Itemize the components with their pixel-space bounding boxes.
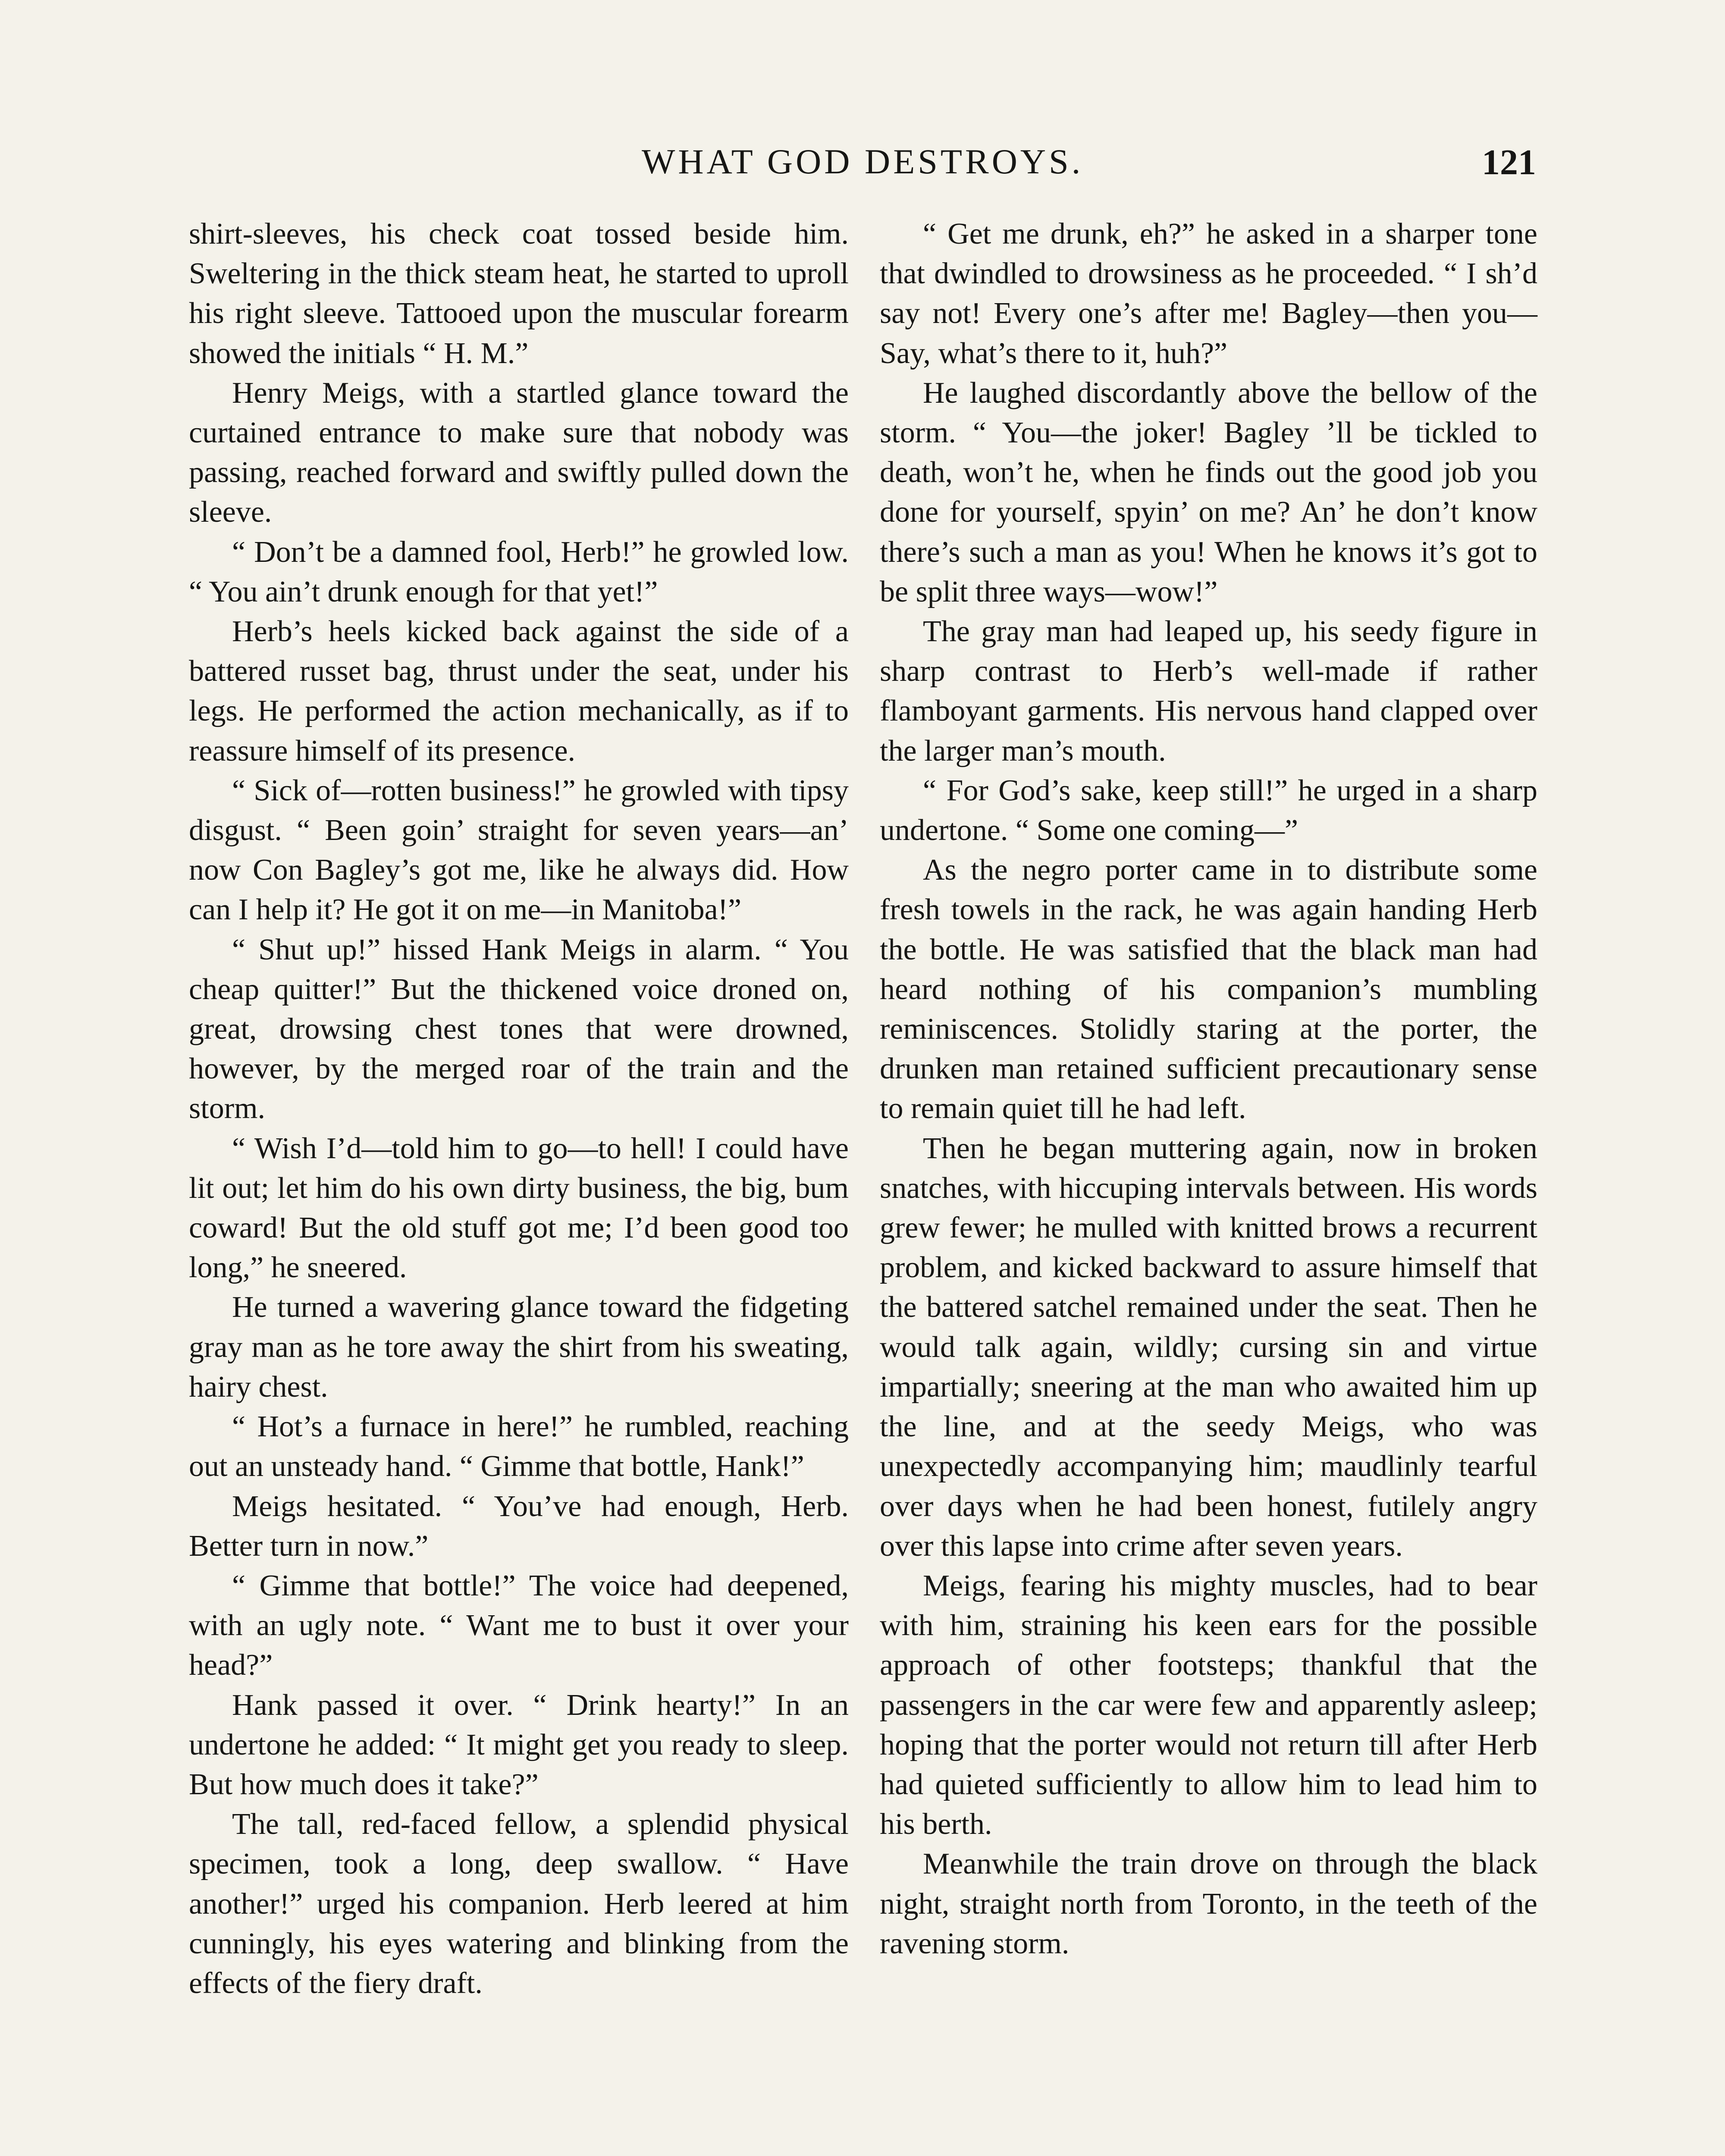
paragraph: “ Wish I’d—told him to go—to hell! I could have lit out; let him do his own dirty business, the big, bum coward! But the old stuff got me; I’d been good too long,” he sneered. bbox=[189, 1131, 849, 1285]
right-column bbox=[880, 214, 1537, 1964]
paragraph: Then he began muttering again, now in broken snatches, with hiccuping intervals between. His words grew fewer; he mulled with knitted brows a recurrent problem, and kicked backward to assure himself that the battered satchel remained under the seat. Then he would talk again, wildly; cursing sin and virtue impartially; sneering at the man who awaited him up the line, and at the seedy Meigs, who was unexpectedly accompanying him; maudlinly tearful over days when he had been honest, futilely angry over this lapse into crime after seven years. bbox=[880, 1131, 1537, 1563]
paragraph: Meigs, fearing his mighty muscles, had to bear with him, straining his keen ears for the possible approach of other footsteps; thankful that the passengers in the car were few and apparently asleep; hoping that the porter would not return till after Herb had quieted sufficiently to allow him to lead him to his berth. bbox=[880, 1569, 1537, 1841]
paragraph: “ Shut up!” hissed Hank Meigs in alarm. “ You cheap quitter!” But the thickened voice droned on, great, drowsing chest tones that were drowned, however, by the merged roar of the train and the storm. bbox=[189, 933, 849, 1125]
page-header bbox=[189, 141, 1536, 189]
paragraph: Herb’s heels kicked back against the side of a battered russet bag, thrust under the seat, under his legs. He performed the action mechanically, as if to reassure himself of its presence. bbox=[189, 615, 849, 768]
paragraph: “ Get me drunk, eh?” he asked in a sharper tone that dwindled to drowsiness as he proceeded. “ I sh’d say not! Every one’s after me! Bagley—then you— Say, what’s there to it, huh?” bbox=[880, 217, 1537, 370]
paragraph: “ Gimme that bottle!” The voice had deepened, with an ugly note. “ Want me to bust it over your head?” bbox=[189, 1569, 849, 1682]
paragraph: “ Don’t be a damned fool, Herb!” he growled low. “ You ain’t drunk enough for that yet!” bbox=[189, 535, 849, 608]
paragraph: “ For God’s sake, keep still!” he urged in a sharp undertone. “ Some one coming—” bbox=[880, 774, 1537, 847]
paragraph: “ Hot’s a furnace in here!” he rumbled, reaching out an unsteady hand. “ Gimme that bottle, Hank!” bbox=[189, 1410, 849, 1483]
page-number: 121 bbox=[1482, 142, 1536, 182]
paragraph: The gray man had leaped up, his seedy figure in sharp contrast to Herb’s well-made if rather flamboyant garments. His nervous hand clapped over the larger man’s mouth. bbox=[880, 615, 1537, 768]
left-column bbox=[189, 214, 849, 2003]
paragraph: Henry Meigs, with a startled glance toward the curtained entrance to make sure that nobody was passing, reached forward and swiftly pulled down the sleeve. bbox=[189, 376, 849, 529]
paragraph: Meanwhile the train drove on through the black night, straight north from Toronto, in the teeth of the ravening storm. bbox=[880, 1847, 1537, 1960]
running-head: WHAT GOD DESTROYS. bbox=[642, 142, 1084, 181]
paragraph: The tall, red-faced fellow, a splendid physical specimen, took a long, deep swallow. “ Have another!” urged his companion. Herb leered at him cunningly, his eyes watering and blinking from the effects of the fiery draft. bbox=[189, 1808, 849, 2000]
paragraph: Meigs hesitated. “ You’ve had enough, Herb. Better turn in now.” bbox=[189, 1489, 849, 1563]
paragraph: shirt-sleeves, his check coat tossed beside him. Sweltering in the thick steam heat, he started to uproll his right sleeve. Tattooed upon the muscular forearm showed the initials “ H. M.” bbox=[189, 217, 849, 370]
paragraph: “ Sick of—rotten business!” he growled with tipsy disgust. “ Been goin’ straight for seven years—an’ now Con Bagley’s got me, like he always did. How can I help it? He got it on me—in Manitoba!” bbox=[189, 774, 849, 927]
paragraph: He laughed discordantly above the bellow of the storm. “ You—the joker! Bagley ’ll be tickled to death, won’t he, when he finds out the good job you done for yourself, spyin’ on me? An’ he don’t know there’s such a man as you! When he knows it’s got to be split three ways—wow!” bbox=[880, 376, 1537, 608]
paragraph: Hank passed it over. “ Drink hearty!” In an undertone he added: “ It might get you ready to sleep. But how much does it take?” bbox=[189, 1688, 849, 1801]
paragraph: As the negro porter came in to distribute some fresh towels in the rack, he was again handing Herb the bottle. He was satisfied that the black man had heard nothing of his companion’s mumbling reminiscences. Stolidly staring at the porter, the drunken man retained sufficient precautionary sense to remain quiet till he had left. bbox=[880, 853, 1537, 1125]
paragraph: He turned a wavering glance toward the fidgeting gray man as he tore away the shirt from his sweating, hairy chest. bbox=[189, 1291, 849, 1404]
